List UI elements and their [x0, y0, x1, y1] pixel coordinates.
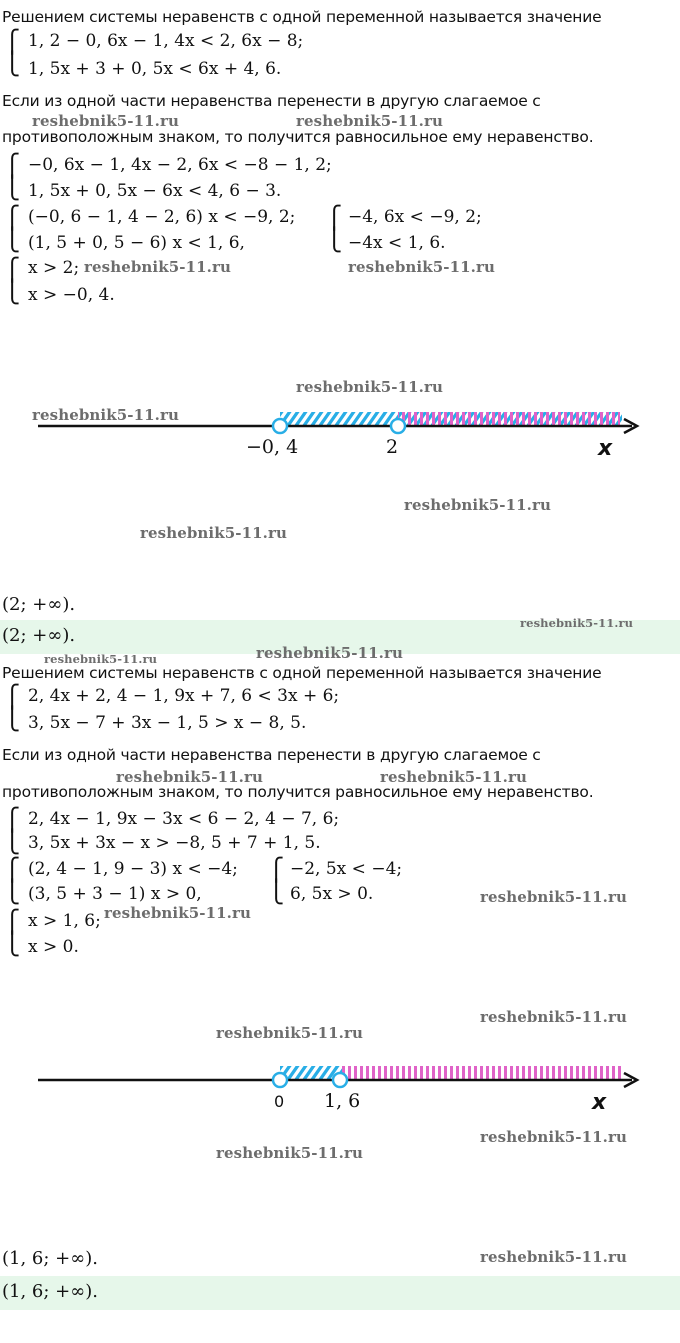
answer-highlight: (1, 6; +∞).: [2, 1281, 98, 1302]
system-brace: ⎧ ⎩: [4, 685, 21, 732]
system-line: 3, 5x − 7 + 3x − 1, 5 > x − 8, 5.: [28, 713, 307, 733]
axis-var-label: x: [598, 436, 613, 461]
step-line: 1, 5x + 0, 5x − 6x < 4, 6 − 3.: [28, 181, 282, 201]
watermark: reshebnik5-11.ru: [104, 904, 251, 922]
watermark: reshebnik5-11.ru: [32, 406, 179, 424]
rule-text: противоположным знаком, то получится равносильное ему неравенство.: [2, 783, 594, 801]
system-line: 1, 2 − 0, 6x − 1, 4x < 2, 6x − 8;: [28, 31, 304, 51]
side-system-line: −4x < 1, 6.: [348, 233, 446, 253]
side-system-line: −4, 6x < −9, 2;: [348, 207, 482, 227]
step-line: x > 1, 6;: [28, 911, 101, 931]
open-point-left: [273, 1073, 287, 1087]
watermark: reshebnik5-11.ru: [116, 768, 263, 786]
watermark: reshebnik5-11.ru: [32, 112, 179, 130]
steps-brace: ⎧ ⎩: [4, 858, 21, 905]
watermark: reshebnik5-11.ru: [140, 524, 287, 542]
side-brace: ⎧ ⎩: [326, 206, 343, 253]
watermark: reshebnik5-11.ru: [84, 258, 231, 276]
open-point-left: [273, 419, 287, 433]
watermark: reshebnik5-11.ru: [480, 1128, 627, 1146]
steps-brace: ⎧ ⎩: [4, 154, 21, 201]
answer-band: [0, 1276, 680, 1310]
watermark: reshebnik5-11.ru: [256, 644, 403, 662]
steps-brace: ⎧ ⎩: [4, 206, 21, 253]
watermark: reshebnik5-11.ru: [480, 1008, 627, 1026]
watermark: reshebnik5-11.ru: [404, 496, 551, 514]
step-line: (3, 5 + 3 − 1) x > 0,: [28, 884, 202, 904]
answer: (2; +∞).: [2, 594, 76, 615]
solution-hatch-pink: [398, 412, 620, 426]
watermark: reshebnik5-11.ru: [296, 112, 443, 130]
axis-point-label: −0, 4: [246, 436, 299, 458]
rule-text: Если из одной части неравенства перенести в другую слагаемое с: [2, 746, 541, 764]
watermark: reshebnik5-11.ru: [44, 652, 158, 666]
step-line: x > 0.: [28, 937, 79, 957]
watermark: reshebnik5-11.ru: [348, 258, 495, 276]
watermark: reshebnik5-11.ru: [216, 1144, 363, 1162]
steps-brace: ⎧ ⎩: [4, 808, 21, 855]
system-brace: ⎧ ⎩: [4, 30, 21, 77]
step-line: (2, 4 − 1, 9 − 3) x < −4;: [28, 859, 238, 879]
axis-var-label: x: [592, 1090, 607, 1115]
system-line: 2, 4x + 2, 4 − 1, 9x + 7, 6 < 3x + 6;: [28, 686, 340, 706]
intro-text: Решением системы неравенств с одной переменной называется значение: [2, 664, 602, 682]
step-line: (−0, 6 − 1, 4 − 2, 6) x < −9, 2;: [28, 207, 296, 227]
watermark: reshebnik5-11.ru: [520, 616, 634, 630]
rule-text: противоположным знаком, то получится равносильное ему неравенство.: [2, 128, 594, 146]
side-system-line: −2, 5x < −4;: [290, 859, 403, 879]
side-system-line: 6, 5x > 0.: [290, 884, 374, 904]
number-line-1: [0, 400, 680, 460]
steps-brace: ⎧ ⎩: [4, 910, 21, 957]
step-line: x > −0, 4.: [28, 285, 115, 305]
watermark: reshebnik5-11.ru: [380, 768, 527, 786]
side-brace: ⎧ ⎩: [268, 858, 285, 905]
open-point-right: [391, 419, 405, 433]
step-line: x > 2;: [28, 258, 80, 278]
axis-point-label: 1, 6: [324, 1090, 361, 1112]
step-line: 3, 5x + 3x − x > −8, 5 + 7 + 1, 5.: [28, 833, 321, 853]
answer-highlight: (2; +∞).: [2, 625, 76, 646]
rule-text: Если из одной части неравенства перенести в другую слагаемое с: [2, 92, 541, 110]
watermark: reshebnik5-11.ru: [480, 1248, 627, 1266]
open-point-right: [333, 1073, 347, 1087]
axis-point-label: 2: [386, 436, 399, 458]
step-line: 2, 4x − 1, 9x − 3x < 6 − 2, 4 − 7, 6;: [28, 809, 340, 829]
intro-text: Решением системы неравенств с одной переменной называется значение: [2, 8, 602, 26]
watermark: reshebnik5-11.ru: [216, 1024, 363, 1042]
steps-brace: ⎧ ⎩: [4, 258, 21, 305]
axis-point-label: 0: [274, 1092, 285, 1111]
system-line: 1, 5x + 3 + 0, 5x < 6x + 4, 6.: [28, 59, 282, 79]
watermark: reshebnik5-11.ru: [296, 378, 443, 396]
answer: (1, 6; +∞).: [2, 1248, 98, 1269]
solution-hatch-pink: [340, 1066, 622, 1080]
step-line: (1, 5 + 0, 5 − 6) x < 1, 6,: [28, 233, 245, 253]
step-line: −0, 6x − 1, 4x − 2, 6x < −8 − 1, 2;: [28, 155, 332, 175]
watermark: reshebnik5-11.ru: [480, 888, 627, 906]
